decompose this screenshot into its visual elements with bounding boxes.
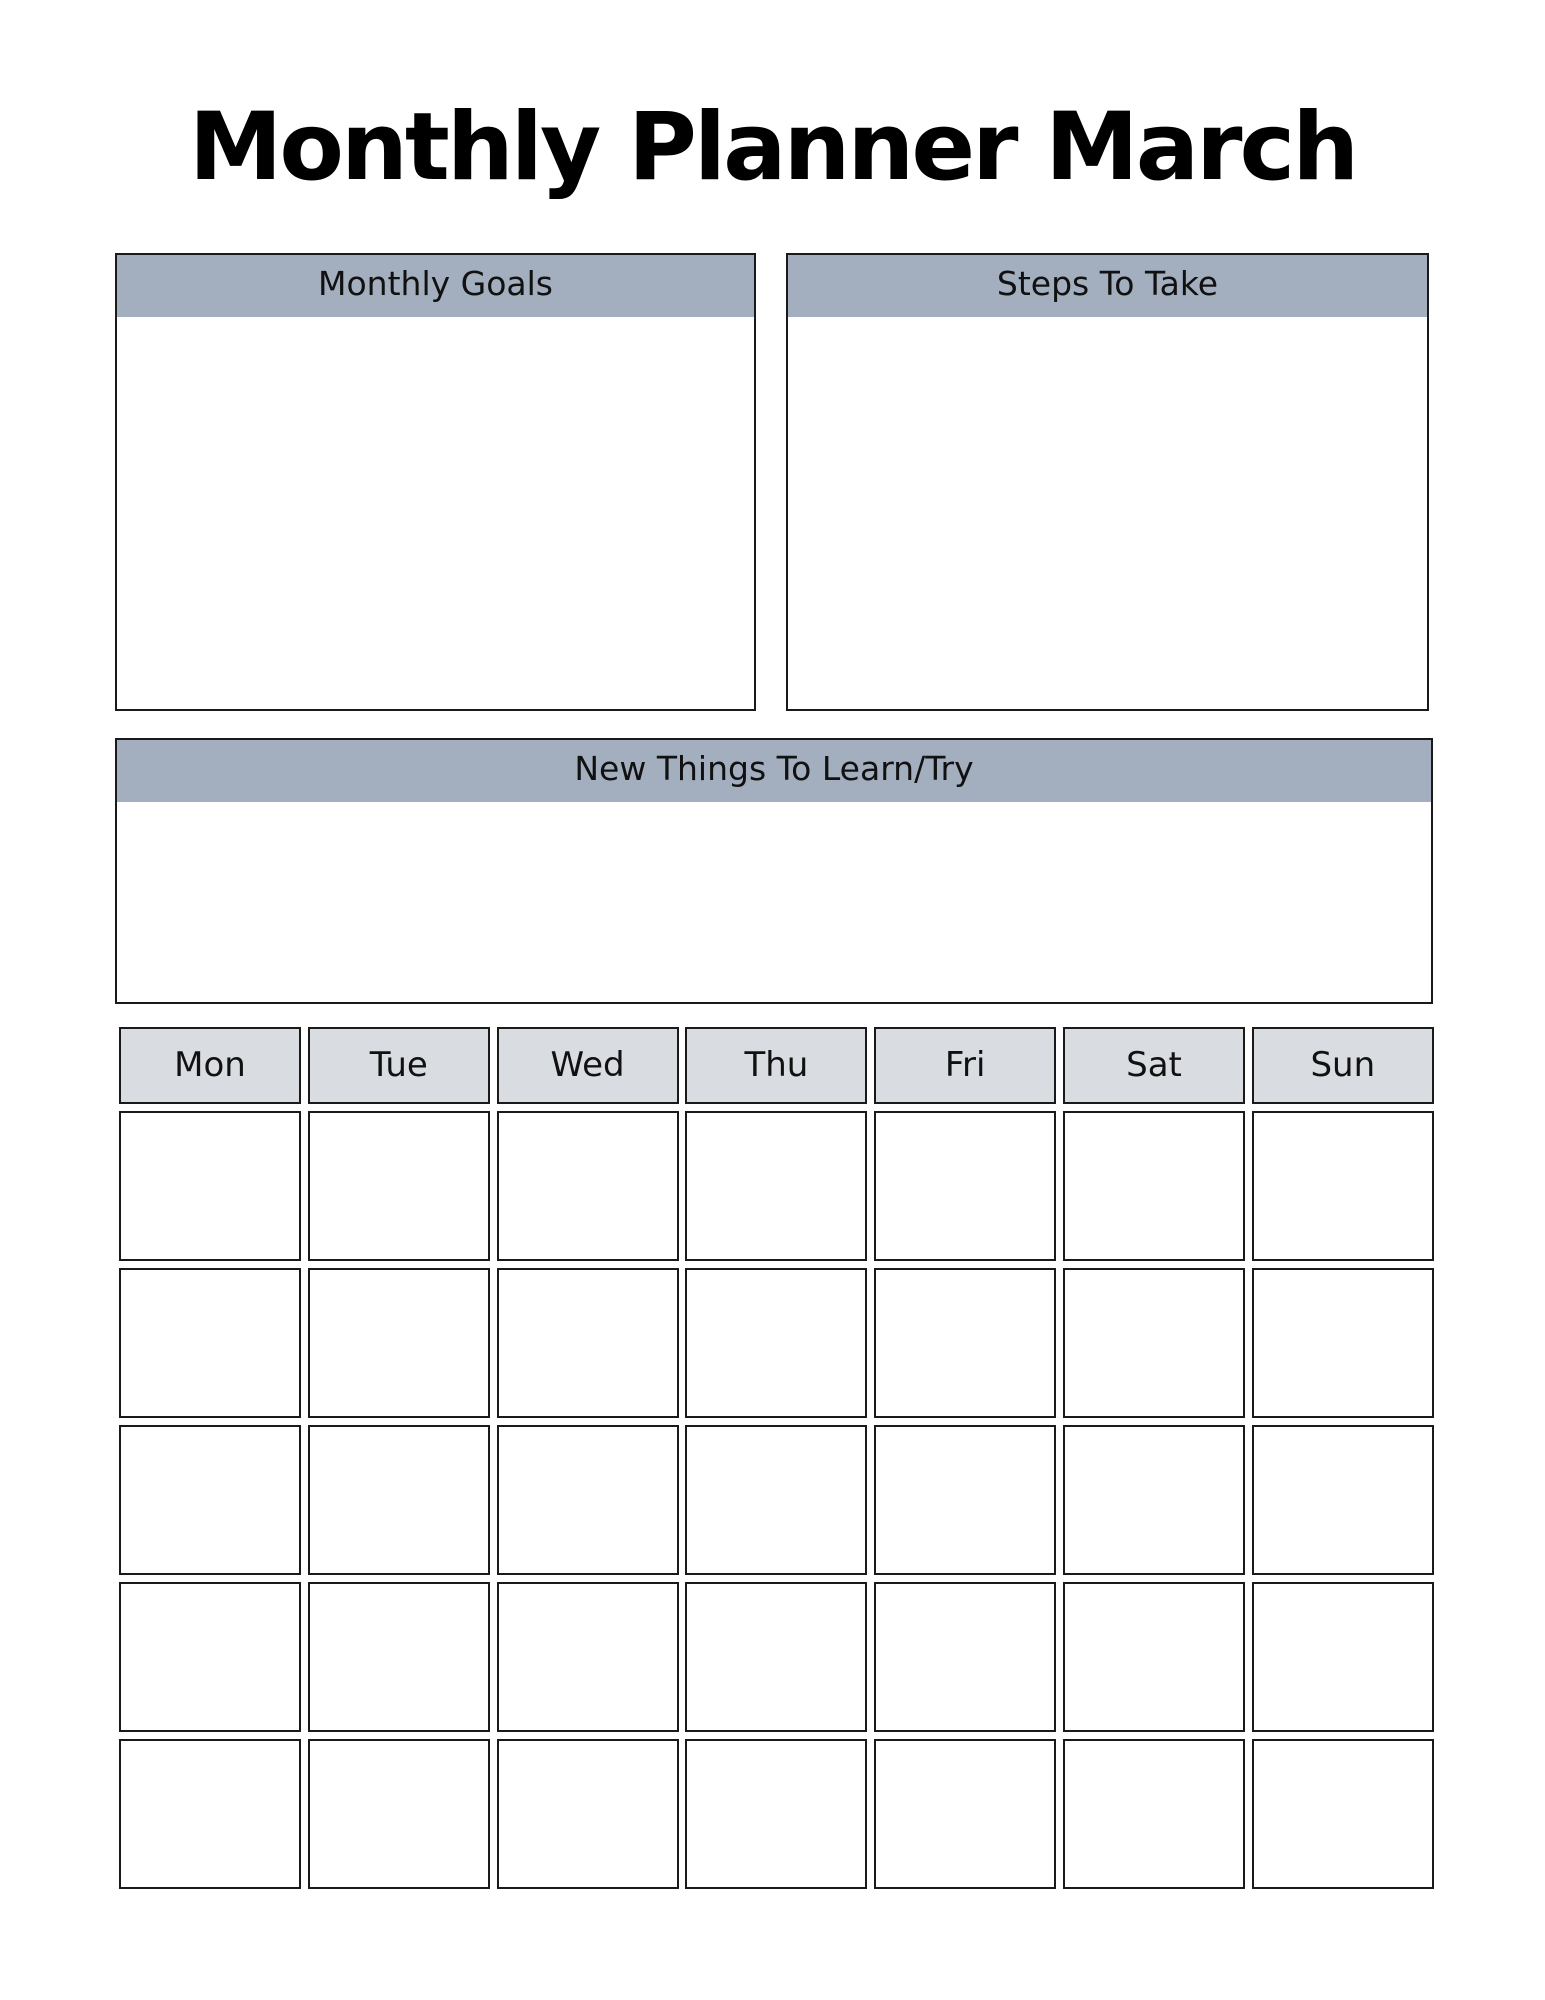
steps-to-take-header: Steps To Take (788, 255, 1427, 317)
day-cell-week2-thu[interactable] (685, 1268, 867, 1418)
day-cell-week5-wed[interactable] (497, 1739, 679, 1889)
day-cell-week1-thu[interactable] (685, 1111, 867, 1261)
day-cell-week4-tue[interactable] (308, 1582, 490, 1732)
day-cell-week1-wed[interactable] (497, 1111, 679, 1261)
day-cell-week1-fri[interactable] (874, 1111, 1056, 1261)
day-cell-week5-thu[interactable] (685, 1739, 867, 1889)
day-cell-week2-wed[interactable] (497, 1268, 679, 1418)
day-header-mon: Mon (119, 1027, 301, 1104)
day-cell-week4-fri[interactable] (874, 1582, 1056, 1732)
day-cell-week1-tue[interactable] (308, 1111, 490, 1261)
day-cell-week2-sun[interactable] (1252, 1268, 1434, 1418)
day-cell-week1-sun[interactable] (1252, 1111, 1434, 1261)
day-cell-week4-mon[interactable] (119, 1582, 301, 1732)
day-cell-week2-mon[interactable] (119, 1268, 301, 1418)
day-cell-week1-sat[interactable] (1063, 1111, 1245, 1261)
day-cell-week3-wed[interactable] (497, 1425, 679, 1575)
calendar-weeks (119, 1111, 1434, 1889)
day-header-row (119, 1027, 1434, 1104)
day-cell-week1-mon[interactable] (119, 1111, 301, 1261)
monthly-goals-panel[interactable] (115, 253, 756, 711)
day-cell-week5-fri[interactable] (874, 1739, 1056, 1889)
day-cell-week5-sat[interactable] (1063, 1739, 1245, 1889)
day-cell-week3-fri[interactable] (874, 1425, 1056, 1575)
day-cell-week2-sat[interactable] (1063, 1268, 1245, 1418)
day-header-wed: Wed (497, 1027, 679, 1104)
day-cell-week4-thu[interactable] (685, 1582, 867, 1732)
day-cell-week2-fri[interactable] (874, 1268, 1056, 1418)
day-header-thu: Thu (685, 1027, 867, 1104)
day-cell-week3-thu[interactable] (685, 1425, 867, 1575)
new-things-header: New Things To Learn/Try (117, 740, 1431, 802)
day-header-sun: Sun (1252, 1027, 1434, 1104)
day-cell-week4-sun[interactable] (1252, 1582, 1434, 1732)
day-cell-week5-mon[interactable] (119, 1739, 301, 1889)
new-things-panel[interactable] (115, 738, 1433, 1004)
day-cell-week5-tue[interactable] (308, 1739, 490, 1889)
day-cell-week3-mon[interactable] (119, 1425, 301, 1575)
day-cell-week4-wed[interactable] (497, 1582, 679, 1732)
steps-to-take-panel[interactable] (786, 253, 1429, 711)
page-title: Monthly Planner March (188, 93, 1357, 202)
day-cell-week3-sat[interactable] (1063, 1425, 1245, 1575)
day-cell-week3-tue[interactable] (308, 1425, 490, 1575)
day-header-sat: Sat (1063, 1027, 1245, 1104)
day-header-tue: Tue (308, 1027, 490, 1104)
day-cell-week4-sat[interactable] (1063, 1582, 1245, 1732)
day-header-fri: Fri (874, 1027, 1056, 1104)
day-cell-week2-tue[interactable] (308, 1268, 490, 1418)
day-cell-week3-sun[interactable] (1252, 1425, 1434, 1575)
day-cell-week5-sun[interactable] (1252, 1739, 1434, 1889)
calendar-grid (119, 1027, 1434, 1889)
monthly-goals-header: Monthly Goals (117, 255, 754, 317)
